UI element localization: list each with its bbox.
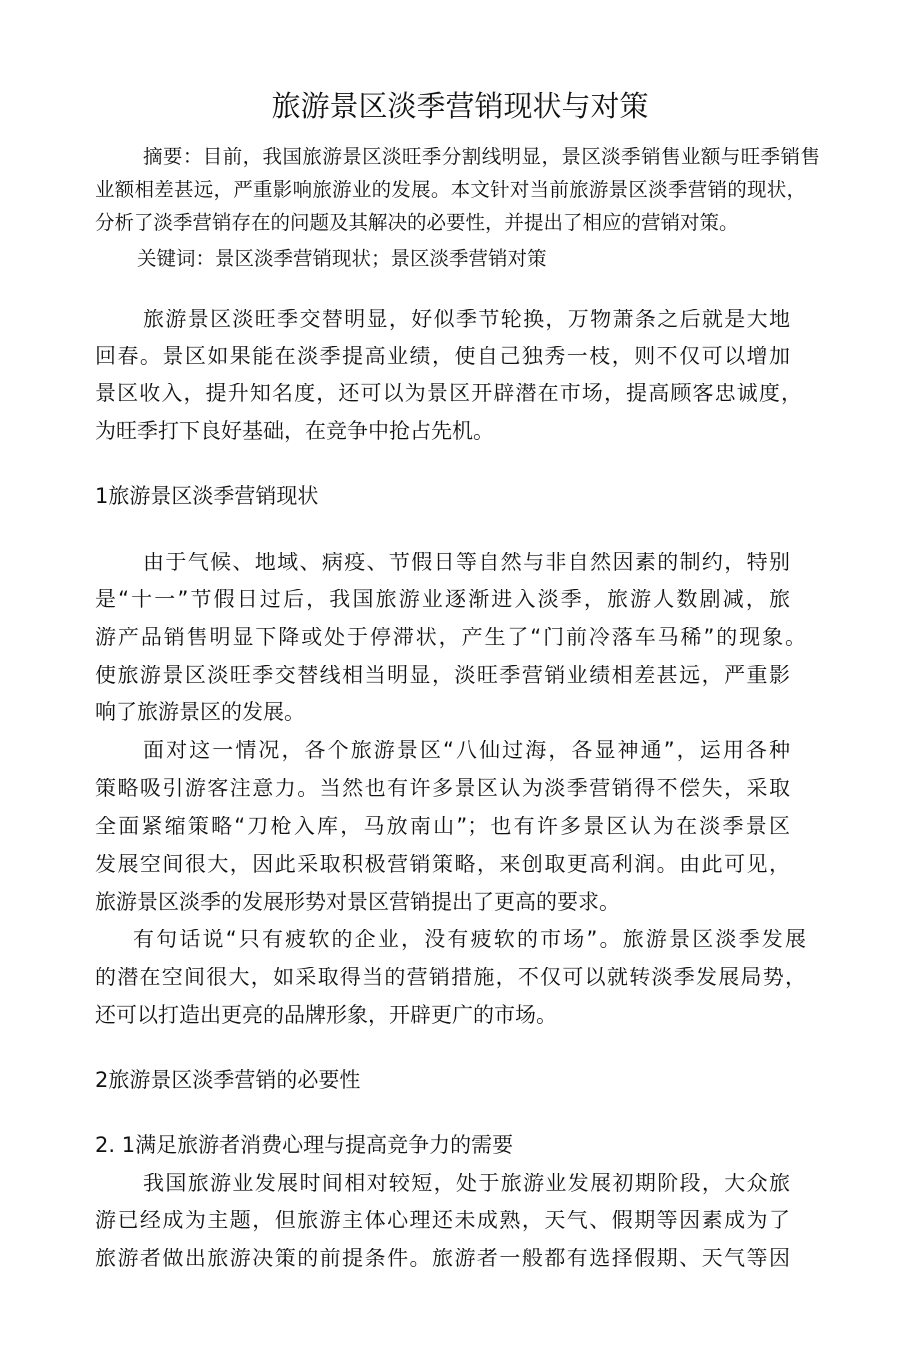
paragraph-line: 回春。景区如果能在淡季提高业绩，使自己独秀一枝，则不仅可以增加 — [95, 346, 790, 369]
abstract-line: 业额相差甚远，严重影响旅游业的发展。本文针对当前旅游景区淡季营销的现状， — [95, 180, 806, 202]
paragraph-line: 旅游景区淡旺季交替明显，好似季节轮换，万物萧条之后就是大地 — [143, 309, 790, 332]
paragraph-line: 是“十一”节假日过后，我国旅游业逐渐进入淡季，旅游人数剧减，旅 — [95, 589, 790, 612]
paragraph-line: 我国旅游业发展时间相对较短，处于旅游业发展初期阶段，大众旅 — [143, 1173, 790, 1196]
paragraph-line: 全面紧缩策略“刀枪入库，马放南山”；也有许多景区认为在淡季景区 — [95, 816, 790, 839]
paragraph-line: 游已经成为主题，但旅游主体心理还未成熟，天气、假期等因素成为了 — [95, 1210, 790, 1233]
paragraph-line: 发展空间很大，因此采取积极营销策略，来创取更高利润。由此可见， — [95, 854, 790, 877]
paragraph-line: 还可以打造出更亮的品牌形象，开辟更广的市场。 — [95, 1003, 557, 1028]
paragraph-line: 景区收入，提升知名度，还可以为景区开辟潜在市场，提高顾客忠诚度， — [95, 383, 802, 406]
section-heading: 2旅游景区淡季营销的必要性 — [95, 1068, 361, 1093]
abstract-line: 分析了淡季营销存在的问题及其解决的必要性，并提出了相应的营销对策。 — [95, 211, 739, 235]
paragraph-line: 的潜在空间很大，如采取得当的营销措施，不仅可以就转淡季发展局势， — [95, 967, 806, 990]
subsection-heading: 2. 1满足旅游者消费心理与提高竞争力的需要 — [95, 1133, 514, 1158]
keywords: 关键词：景区淡季营销现状；景区淡季营销对策 — [137, 247, 547, 270]
abstract-line: 摘要：目前，我国旅游景区淡旺季分割线明显，景区淡季销售业额与旺季销售 — [143, 147, 820, 169]
paragraph-line: 游产品销售明显下降或处于停滞状，产生了“门前冷落车马稀”的现象。 — [95, 627, 806, 650]
paragraph-line: 为旺季打下良好基础，在竞争中抢占先机。 — [95, 419, 494, 444]
paragraph-line: 面对这一情况，各个旅游景区“八仙过海，各显神通”，运用各种 — [143, 740, 790, 763]
document-title: 旅游景区淡季营销现状与对策 — [271, 89, 649, 123]
paragraph-line: 响了旅游景区的发展。 — [95, 700, 305, 725]
paragraph-line: 策略吸引游客注意力。当然也有许多景区认为淡季营销得不偿失，采取 — [95, 778, 790, 801]
section-heading: 1旅游景区淡季营销现状 — [95, 484, 319, 509]
paragraph-line: 有句话说“只有疲软的企业，没有疲软的市场”。旅游景区淡季发展 — [133, 929, 806, 952]
paragraph-line: 旅游景区淡季的发展形势对景区营销提出了更高的要求。 — [95, 890, 620, 915]
paragraph-line: 由于气候、地域、病疫、节假日等自然与非自然因素的制约，特别 — [143, 552, 790, 575]
paragraph-line: 旅游者做出旅游决策的前提条件。旅游者一般都有选择假期、天气等因 — [95, 1248, 790, 1271]
paragraph-line: 使旅游景区淡旺季交替线相当明显，淡旺季营销业绩相差甚远，严重影 — [95, 665, 790, 688]
